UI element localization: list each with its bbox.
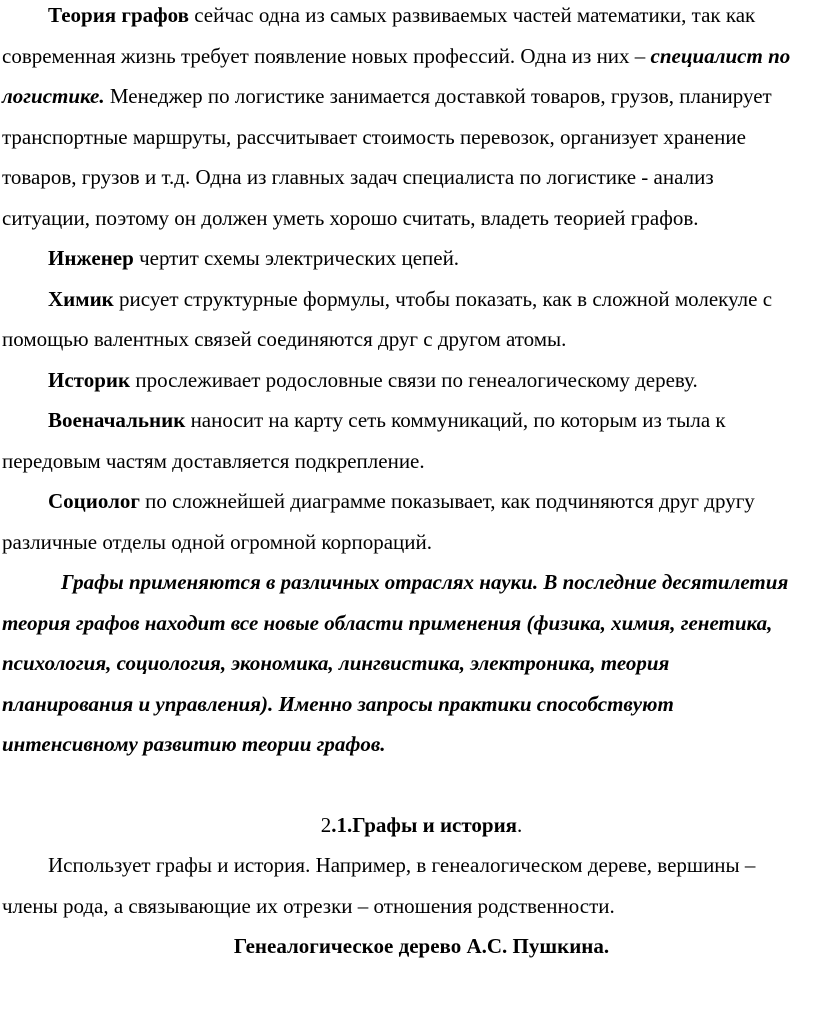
section-heading bbox=[2, 805, 804, 846]
chemist-text: рисует структурные формулы, чтобы показать, как в сложной молекуле с помощью валентных связей соединяются друг с другом атомы. bbox=[2, 286, 773, 351]
sociologist-paragraph bbox=[2, 481, 804, 562]
historian-paragraph bbox=[2, 360, 804, 401]
term-chemist: Химик bbox=[48, 286, 114, 311]
paragraph-spacer bbox=[2, 765, 804, 805]
engineer-text: чертит схемы электрических цепей. bbox=[133, 246, 460, 270]
term-historian: Историк bbox=[48, 367, 131, 392]
commander-text: наносит на карту сеть коммуникаций, по которым из тыла к передовым частям доставляется подкрепление. bbox=[2, 408, 726, 473]
term-engineer: Инженер bbox=[48, 246, 134, 270]
chemist-paragraph bbox=[2, 279, 804, 360]
intro-paragraph bbox=[2, 0, 804, 238]
intro-text-1: сейчас одна из самых развиваемых частей математики, так как современная жизнь требует появление новых профессий. Одна из них – bbox=[2, 3, 756, 68]
term-logistics-specialist: специалист по логистике. bbox=[2, 43, 791, 108]
sociologist-text: по сложнейшей диаграмме показывает, как подчиняются друг другу различные отделы одной огромной корпораций. bbox=[2, 489, 755, 554]
history-paragraph: Использует графы и история. Например, в генеалогическом дереве, вершины – члены рода, а связывающие их отрезки – отношения родственности. bbox=[2, 853, 756, 918]
section-heading-tail: . bbox=[517, 812, 523, 837]
term-sociologist: Социолог bbox=[48, 489, 140, 513]
applications-paragraph: Графы применяются в различных отраслях науки. В последние десятилетия теория графов находит все новые области применения (физика, химия, генетика, психология, социология, экономика, лингвистика, электроника, теория планирования и управления). Именно запросы практики способствуют интенсивному развитию теории графов. bbox=[2, 570, 789, 756]
historian-text: прослеживает родословные связи по генеалогическому дереву. bbox=[130, 367, 698, 392]
section-number: 2 bbox=[320, 812, 332, 837]
section-title: .1.Графы и история bbox=[331, 812, 518, 837]
engineer-paragraph bbox=[2, 238, 804, 279]
intro-text-2: Менеджер по логистике занимается доставкой товаров, грузов, планирует транспортные маршруты, рассчитывает стоимость перевозок, организует хранение товаров, грузов и т.д. Одна из главных задач специалиста по логистике - анализ ситуации, поэтому он должен уметь хорошо считать, владеть теорией графов. bbox=[2, 84, 772, 230]
term-commander: Военачальник bbox=[48, 408, 186, 432]
term-graph-theory: Теория графов bbox=[48, 3, 189, 27]
commander-paragraph bbox=[2, 400, 804, 481]
pushkin-tree-caption: Генеалогическое дерево А.С. Пушкина. bbox=[233, 934, 610, 958]
